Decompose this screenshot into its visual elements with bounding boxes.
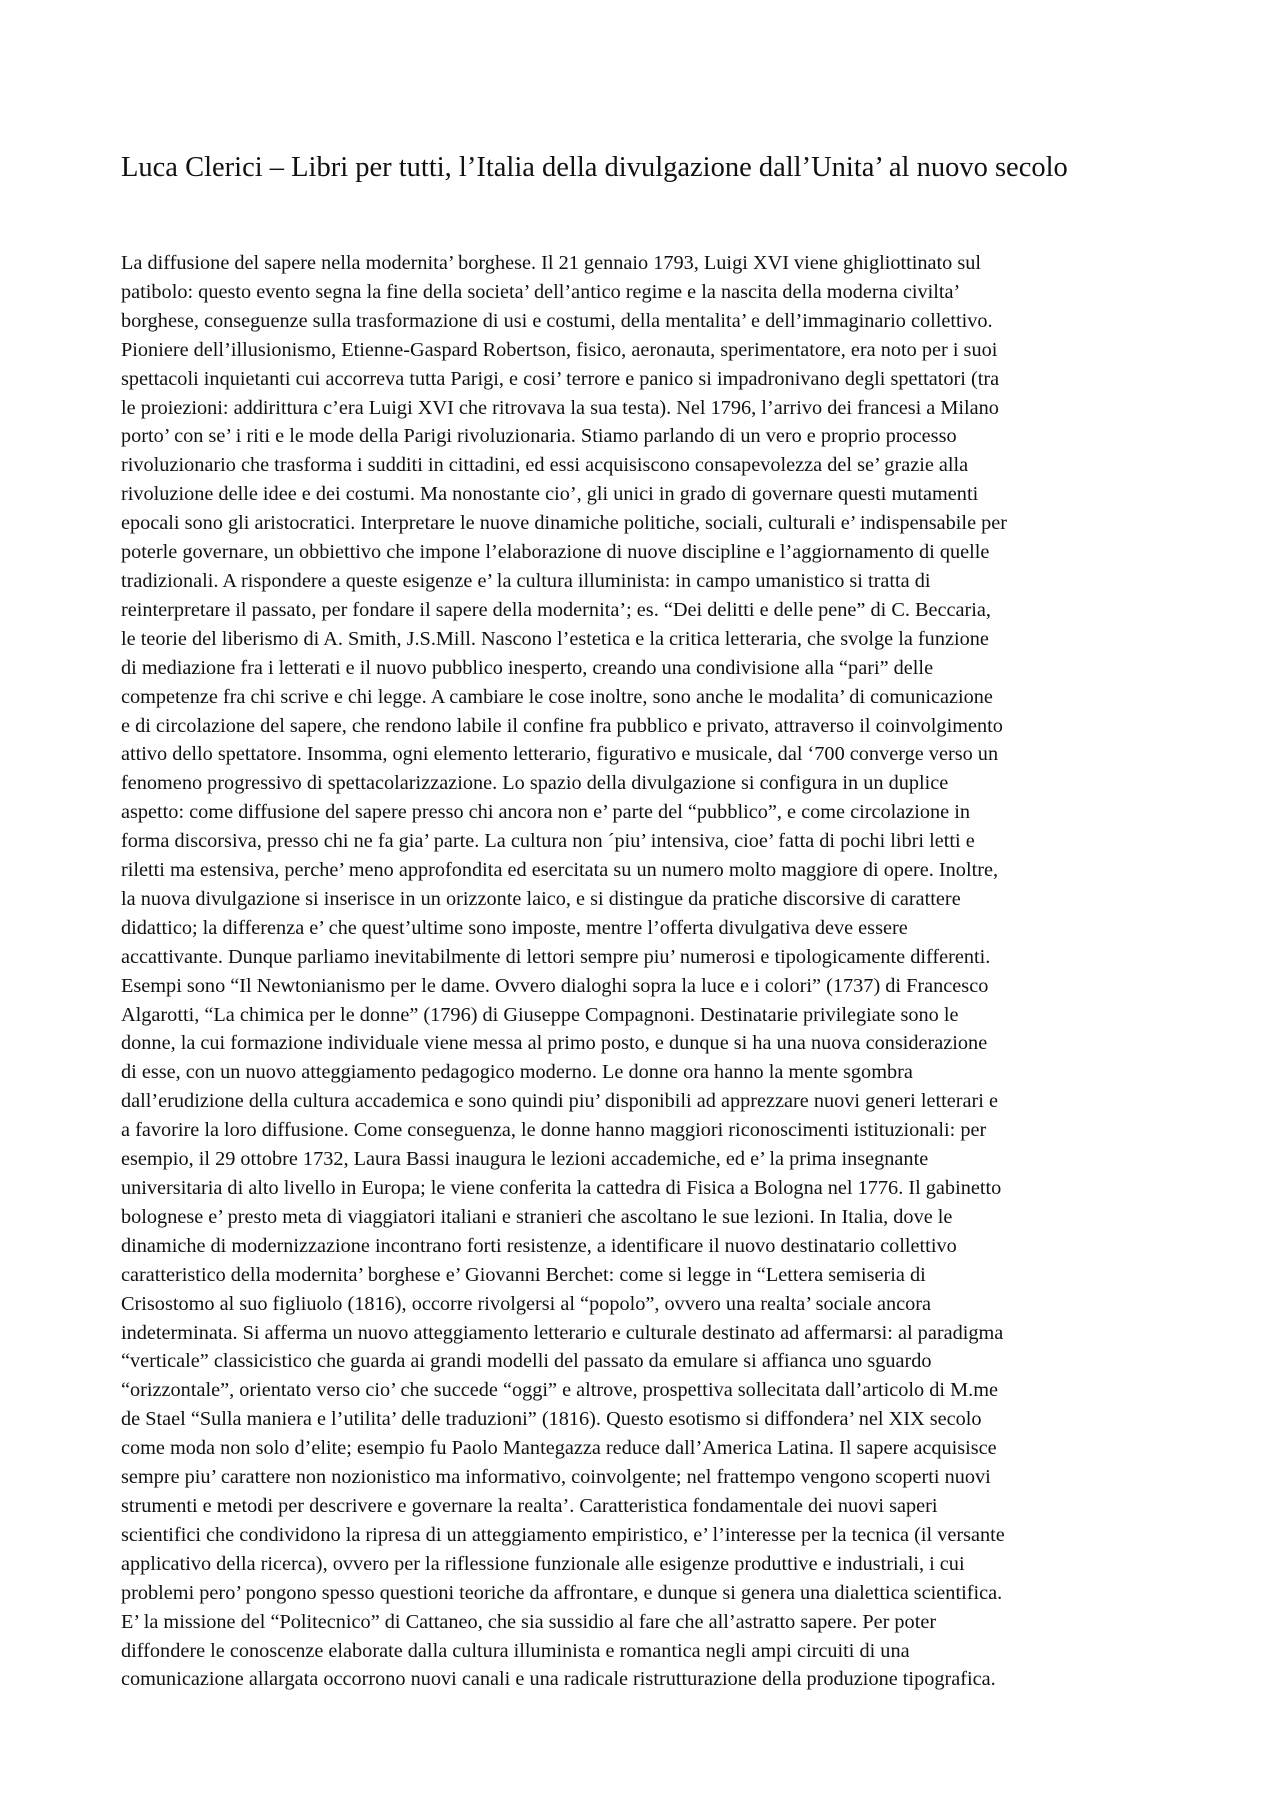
body-text-line: donne, la cui formazione individuale viene messa al primo posto, e dunque si ha una nuova considerazione bbox=[121, 1032, 988, 1055]
body-text-line: Algarotti, “La chimica per le donne” (1796) di Giuseppe Compagnoni. Destinatarie privilegiate sono le bbox=[121, 1003, 959, 1026]
body-text-line: dinamiche di modernizzazione incontrano forti resistenze, a identificare il nuovo destinatario collettivo bbox=[121, 1234, 957, 1257]
body-text-line: indeterminata. Si afferma un nuovo atteggiamento letterario e culturale destinato ad affermarsi: al paradigma bbox=[121, 1321, 1004, 1344]
body-text-line: aspetto: come diffusione del sapere presso chi ancora non e’ parte del “pubblico”, e come circolazione in bbox=[121, 801, 971, 824]
body-text-line: Esempi sono “Il Newtonianismo per le dame. Ovvero dialoghi sopra la luce e i colori” (1737) di Francesco bbox=[121, 974, 989, 997]
body-text-line: forma discorsiva, presso chi ne fa gia’ parte. La cultura non ´piu’ intensiva, cioe’ fatta di pochi libri letti e bbox=[121, 830, 975, 853]
body-text-line: strumenti e metodi per descrivere e governare la realta’. Caratteristica fondamentale dei nuovi saperi bbox=[121, 1494, 938, 1517]
body-text-line: porto’ con se’ i riti e le mode della Parigi rivoluzionaria. Stiamo parlando di un vero e proprio processo bbox=[121, 425, 957, 448]
body-text-line: fenomeno progressivo di spettacolarizzazione. Lo spazio della divulgazione si configura in un duplice bbox=[121, 772, 949, 795]
body-text-line: le teorie del liberismo di A. Smith, J.S.Mill. Nascono l’estetica e la critica letteraria, che svolge la funzione bbox=[121, 627, 989, 650]
body-text-line: scientifici che condividono la ripresa di un atteggiamento empiristico, e’ l’interesse per la tecnica (il versante bbox=[121, 1523, 1005, 1546]
body-text-line: spettacoli inquietanti cui accorreva tutta Parigi, e cosi’ terrore e panico si impadronivano degli spettatori (tra bbox=[121, 367, 1000, 390]
document-body bbox=[121, 249, 1186, 1694]
body-text-line: rivoluzionario che trasforma i sudditi in cittadini, ed essi acquisiscono consapevolezza del se’ grazie alla bbox=[121, 454, 969, 477]
body-text-line: a favorire la loro diffusione. Come conseguenza, le donne hanno maggiori riconoscimenti istituzionali: per bbox=[121, 1119, 987, 1142]
body-text-line: universitaria di alto livello in Europa; le viene conferita la cattedra di Fisica a Bologna nel 1776. Il gabinetto bbox=[121, 1177, 1002, 1199]
body-text-line: la nuova divulgazione si inserisce in un orizzonte laico, e si distingue da pratiche discorsive di carattere bbox=[121, 887, 961, 910]
body-text-line: comunicazione allargata occorrono nuovi canali e una radicale ristrutturazione della produzione tipografica. bbox=[121, 1668, 996, 1691]
body-text-line: epocali sono gli aristocratici. Interpretare le nuove dinamiche politiche, sociali, culturali e’ indispensabile per bbox=[121, 512, 1008, 535]
body-text-line: caratteristico della modernita’ borghese e’ Giovanni Berchet: come si legge in “Lettera semiseria di bbox=[121, 1263, 926, 1286]
body-text-line: E’ la missione del “Politecnico” di Cattaneo, che sia sussidio al fare che all’astratto sapere. Per poter bbox=[121, 1610, 937, 1633]
body-text-line: tradizionali. A rispondere a queste esigenze e’ la cultura illuminista: in campo umanistico si tratta di bbox=[121, 569, 931, 592]
body-text-line: diffondere le conoscenze elaborate dalla cultura illuminista e romantica negli ampi circuiti di una bbox=[121, 1639, 910, 1662]
body-text-line: e di circolazione del sapere, che rendono labile il confine fra pubblico e privato, attraverso il coinvolgimento bbox=[121, 714, 1003, 737]
body-text-line: La diffusione del sapere nella modernita’ borghese. Il 21 gennaio 1793, Luigi XVI viene ghigliottinato sul bbox=[121, 252, 982, 274]
body-text-line: esempio, il 29 ottobre 1732, Laura Bassi inaugura le lezioni accademiche, ed e’ la prima insegnante bbox=[121, 1148, 929, 1171]
body-text-line: applicativo della ricerca), ovvero per la riflessione funzionale alle esigenze produttive e industriali, i cui bbox=[121, 1552, 965, 1575]
body-text-line: dall’erudizione della cultura accademica e sono quindi piu’ disponibili ad apprezzare nuovi generi letterari e bbox=[121, 1090, 998, 1113]
body-text-line: rivoluzione delle idee e dei costumi. Ma nonostante cio’, gli unici in grado di governare questi mutamenti bbox=[121, 483, 979, 506]
body-text-line: sempre piu’ carattere non nozionistico ma informativo, coinvolgente; nel frattempo vengono scoperti nuovi bbox=[121, 1466, 991, 1489]
body-text-line: didattico; la differenza e’ che quest’ultime sono imposte, mentre l’offerta divulgativa deve essere bbox=[121, 916, 908, 939]
body-text-line: come moda non solo d’elite; esempio fu Paolo Mantegazza reduce dall’America Latina. Il sapere acquisisce bbox=[121, 1437, 997, 1460]
body-text-line: poterle governare, un obbiettivo che impone l’elaborazione di nuove discipline e l’aggiornamento di quelle bbox=[121, 541, 990, 564]
body-text-line: de Stael “Sulla maniera e l’utilita’ delle traduzioni” (1816). Questo esotismo si diffondera’ nel XIX secolo bbox=[121, 1408, 982, 1431]
body-text-line: accattivante. Dunque parliamo inevitabilmente di lettori sempre piu’ numerosi e tipologicamente differenti. bbox=[121, 945, 991, 968]
body-text-line: bolognese e’ presto meta di viaggiatori italiani e stranieri che ascoltano le sue lezioni. In Italia, dove le bbox=[121, 1205, 953, 1228]
body-text-line: “orizzontale”, orientato verso cio’ che succede “oggi” e altrove, prospettiva sollecitata dall’articolo di M.me bbox=[121, 1379, 998, 1402]
body-text-line: borghese, conseguenze sulla trasformazione di usi e costumi, della mentalita’ e dell’immaginario collettivo. bbox=[121, 309, 993, 332]
body-text-line: Crisostomo al suo figliuolo (1816), occorre rivolgersi al “popolo”, ovvero una realta’ sociale ancora bbox=[121, 1292, 932, 1315]
body-text-line: reinterpretare il passato, per fondare il sapere della modernita’; es. “Dei delitti e delle pene” di C. Beccaria, bbox=[121, 598, 992, 621]
body-text-line: di esse, con un nuovo atteggiamento pedagogico moderno. Le donne ora hanno la mente sgombra bbox=[121, 1061, 913, 1084]
body-text-line: le proiezioni: addirittura c’era Luigi XVI che ritrovava la sua testa). Nel 1796, l’arrivo dei francesi a Milano bbox=[121, 396, 999, 419]
body-text-line: competenze fra chi scrive e chi legge. A cambiare le cose inoltre, sono anche le modalita’ di comunicazione bbox=[121, 685, 993, 708]
body-text-line: attivo dello spettatore. Insomma, ogni elemento letterario, figurativo e musicale, dal ‘700 converge verso un bbox=[121, 743, 999, 766]
body-text-line: riletti ma estensiva, perche’ meno approfondita ed esercitata su un numero molto maggiore di opere. Inoltre, bbox=[121, 859, 999, 882]
body-text-line: Pioniere dell’illusionismo, Etienne-Gaspard Robertson, fisico, aeronauta, sperimentatore, era noto per i suoi bbox=[121, 338, 998, 361]
body-text-line: problemi pero’ pongono spesso questioni teoriche da affrontare, e dunque si genera una dialettica scientifica. bbox=[121, 1581, 1003, 1604]
document-title: Luca Clerici – Libri per tutti, l’Italia della divulgazione dall’Unita’ al nuovo secolo bbox=[121, 152, 1068, 183]
body-text-line: di mediazione fra i letterati e il nuovo pubblico inesperto, creando una condivisione alla “pari” delle bbox=[121, 656, 934, 679]
body-text-line: patibolo: questo evento segna la fine della societa’ dell’antico regime e la nascita della moderna civilta’ bbox=[121, 280, 961, 303]
body-text-line: “verticale” classicistico che guarda ai grandi modelli del passato da emulare si affianca uno sguardo bbox=[121, 1350, 932, 1373]
